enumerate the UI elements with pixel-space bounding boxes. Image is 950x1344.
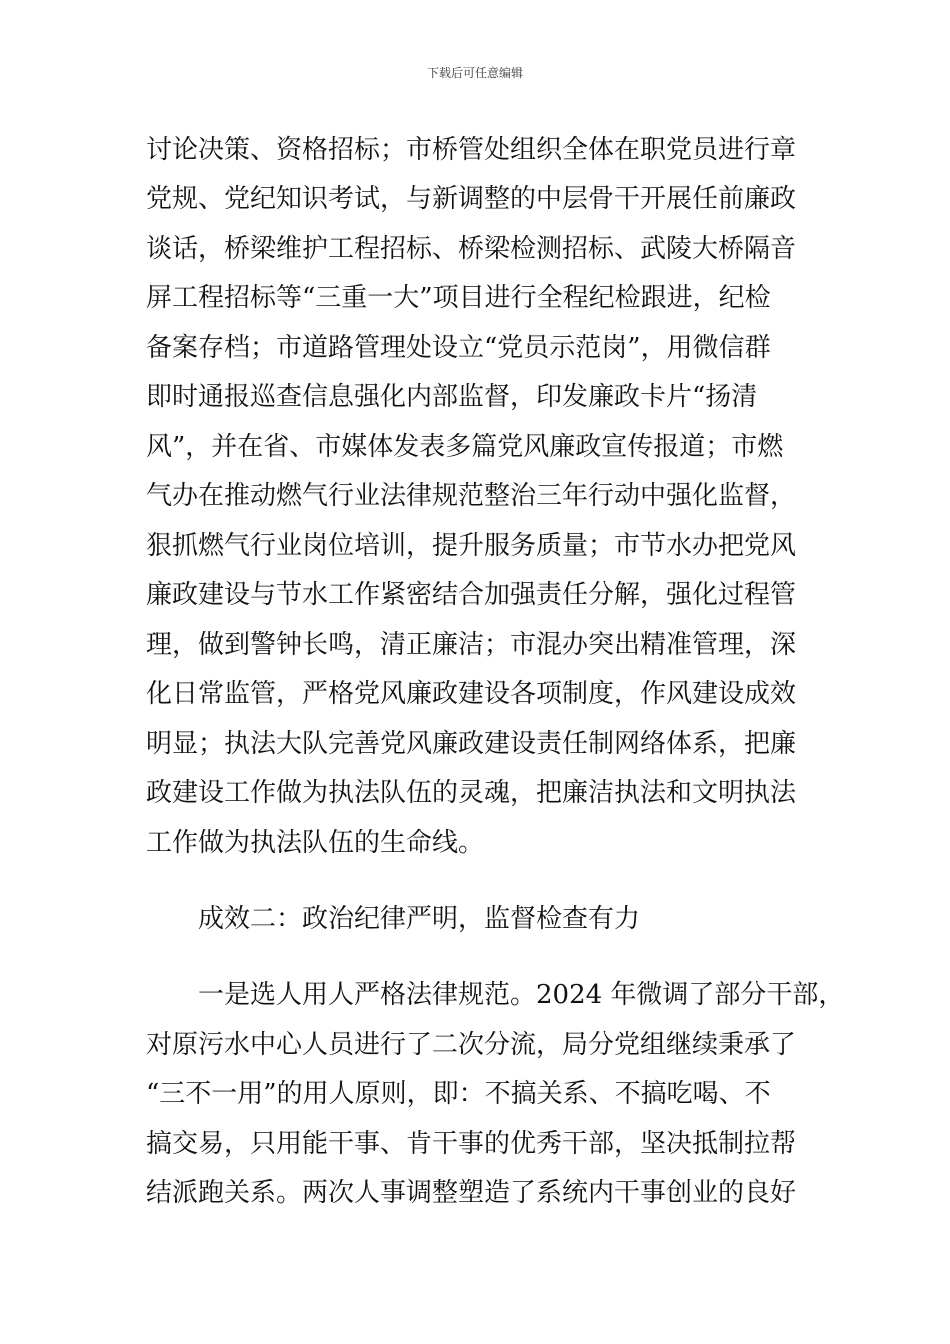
- paragraph-line: 备案存档；市道路管理处设立“党员示范岗”，用微信群: [146, 333, 771, 363]
- paragraph-line: 气办在推动燃气行业法律规范整治三年行动中强化监督，: [146, 481, 797, 511]
- paragraph-line: 结派跑关系。两次人事调整塑造了系统内干事创业的良好: [146, 1178, 797, 1208]
- paragraph-line: 理，做到警钟长鸣，清正廉洁；市混办突出精准管理，深: [146, 630, 797, 660]
- paragraph-line: 工作做为执法队伍的生命线。: [146, 828, 485, 858]
- paragraph-line: 谈话，桥梁维护工程招标、桥梁检测招标、武陵大桥隔音: [146, 234, 797, 264]
- paragraph-line: 党规、党纪知识考试，与新调整的中层骨干开展任前廉政: [146, 184, 797, 214]
- paragraph-line: 屏工程招标等“三重一大”项目进行全程纪检跟进，纪检: [146, 283, 771, 313]
- paragraph-line: 对原污水中心人员进行了二次分流，局分党组继续秉承了: [146, 1030, 797, 1060]
- paragraph-line: 廉政建设与节水工作紧密结合加强责任分解，强化过程管: [146, 580, 797, 610]
- section-heading: 成效二：政治纪律严明，监督检查有力: [198, 904, 641, 934]
- paragraph-line: 即时通报巡查信息强化内部监督，印发廉政卡片“扬清: [146, 382, 758, 412]
- header-note: 下载后可任意编辑: [426, 66, 523, 80]
- paragraph-line: 一是选人用人严格法律规范。2024 年微调了部分干部，: [198, 980, 845, 1010]
- paragraph-line: 搞交易，只用能干事、肯干事的优秀干部，坚决抵制拉帮: [146, 1129, 797, 1159]
- paragraph-line: 风”，并在省、市媒体发表多篇党风廉政宣传报道；市燃: [146, 432, 784, 462]
- paragraph-line: “三不一用”的用人原则，即：不搞关系、不搞吃喝、不: [146, 1079, 771, 1109]
- paragraph-line: 狠抓燃气行业岗位培训，提升服务质量；市节水办把党风: [146, 531, 797, 561]
- paragraph-line: 政建设工作做为执法队伍的灵魂，把廉洁执法和文明执法: [146, 778, 797, 808]
- paragraph-line: 讨论决策、资格招标；市桥管处组织全体在职党员进行章: [146, 135, 797, 165]
- paragraph-line: 化日常监管，严格党风廉政建设各项制度，作风建设成效: [146, 679, 797, 709]
- paragraph-line: 明显；执法大队完善党风廉政建设责任制网络体系，把廉: [146, 729, 797, 759]
